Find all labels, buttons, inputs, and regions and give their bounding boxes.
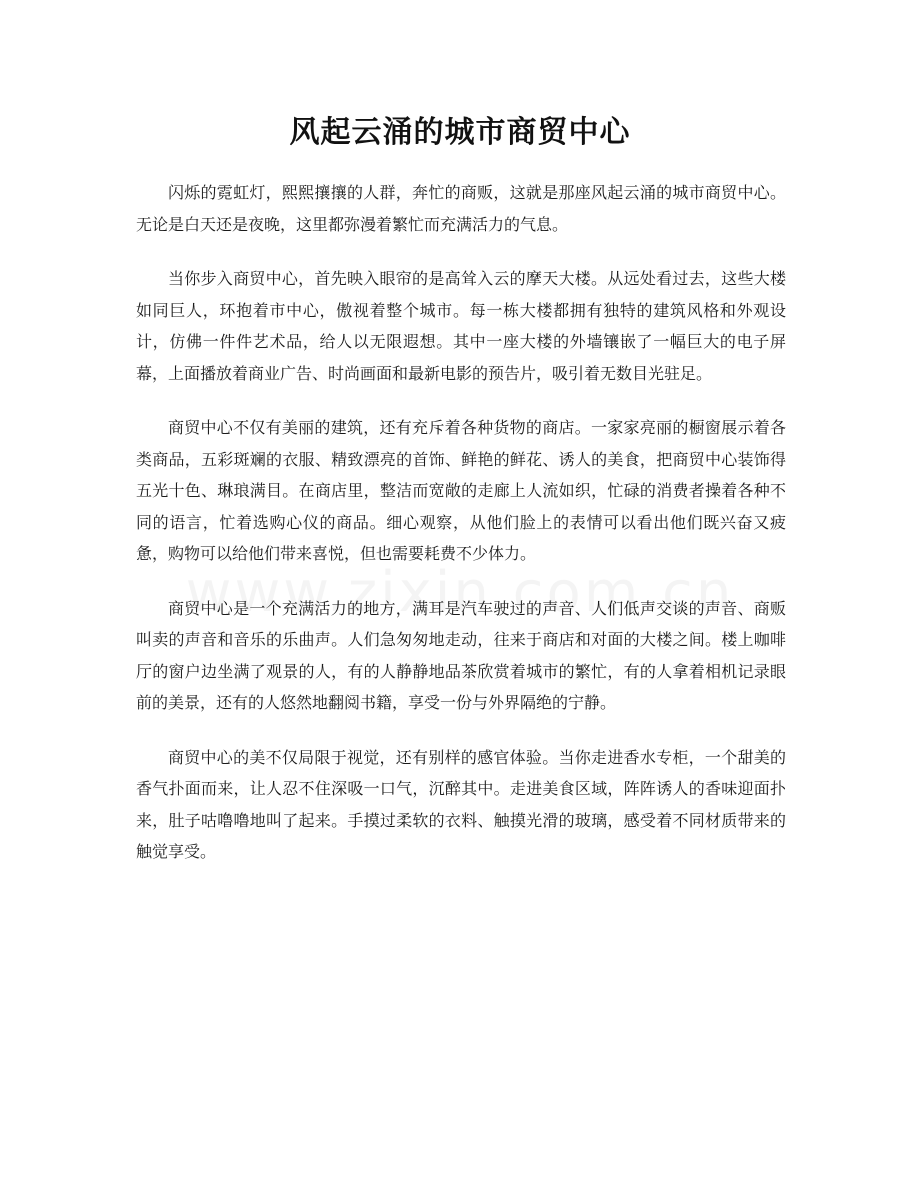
paragraph-5: 商贸中心的美不仅局限于视觉，还有别样的感官体验。当你走进香水专柜，一个甜美的香气扑面而来，让人忍不住深吸一口气，沉醉其中。走进美食区域，阵阵诱人的香味迎面扑来，肚子咕噜噜地叫了起来。手摸过柔软的衣料、触摸光滑的玻璃，感受着不同材质带来的触觉享受。	[136, 747, 786, 861]
document-body	[136, 177, 786, 891]
paragraph-3: 商贸中心不仅有美丽的建筑，还有充斥着各种货物的商店。一家家亮丽的橱窗展示着各类商品，五彩斑斓的衣服、精致漂亮的首饰、鲜艳的鲜花、诱人的美食，把商贸中心装饰得五光十色、琳琅满目。在商店里，整洁而宽敞的走廊上人流如织，忙碌的消费者操着各种不同的语言，忙着选购心仪的商品。细心观察，从他们脸上的表情可以看出他们既兴奋又疲惫，购物可以给他们带来喜悦，但也需要耗费不少体力。	[136, 418, 786, 563]
paragraph-4: 商贸中心是一个充满活力的地方，满耳是汽车驶过的声音、人们低声交谈的声音、商贩叫卖的声音和音乐的乐曲声。人们急匆匆地走动，往来于商店和对面的大楼之间。楼上咖啡厅的窗户边坐满了观景的人，有的人静静地品茶欣赏着城市的繁忙，有的人拿着相机记录眼前的美景，还有的人悠然地翻阅书籍，享受一份与外界隔绝的宁静。	[136, 598, 786, 712]
document-title: 风起云涌的城市商贸中心	[289, 115, 631, 150]
paragraph-1: 闪烁的霓虹灯，熙熙攘攘的人群，奔忙的商贩，这就是那座风起云涌的城市商贸中心。无论是白天还是夜晚，这里都弥漫着繁忙而充满活力的气息。	[136, 183, 786, 234]
paragraph-2: 当你步入商贸中心，首先映入眼帘的是高耸入云的摩天大楼。从远处看过去，这些大楼如同巨人，环抱着市中心，傲视着整个城市。每一栋大楼都拥有独特的建筑风格和外观设计，仿佛一件件艺术品，给人以无限遐想。其中一座大楼的外墙镶嵌了一幅巨大的电子屏幕，上面播放着商业广告、时尚画面和最新电影的预告片，吸引着无数目光驻足。	[136, 269, 786, 383]
